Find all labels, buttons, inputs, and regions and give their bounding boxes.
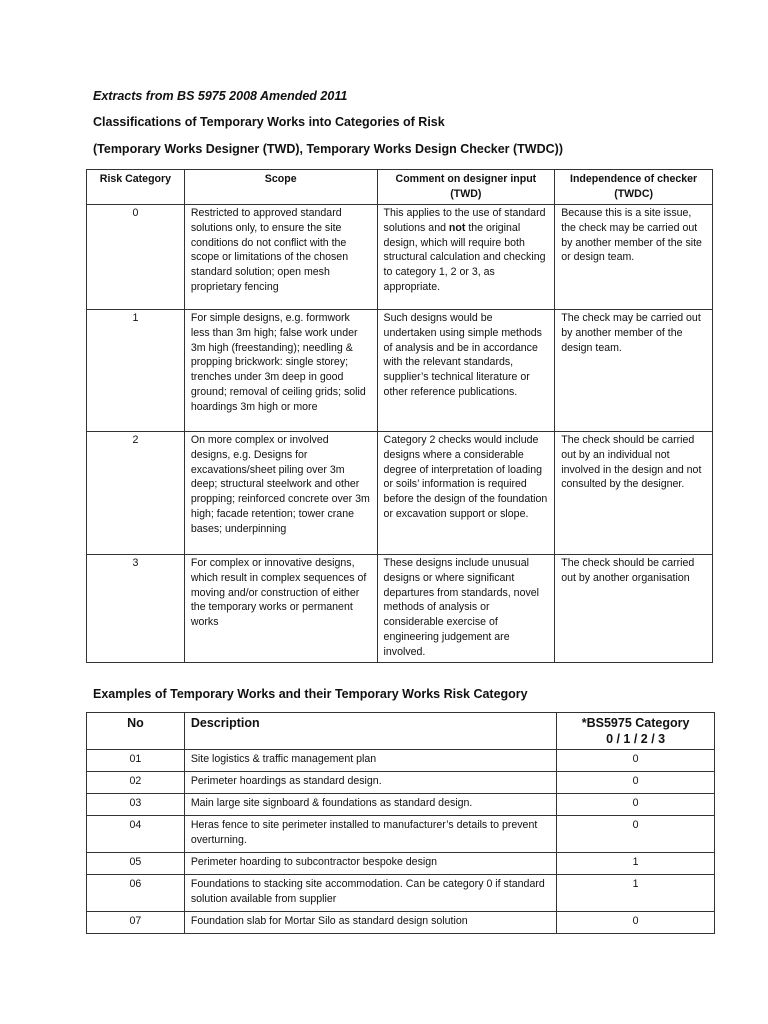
header-scope: Scope	[184, 170, 377, 205]
example-description: Perimeter hoarding to subcontractor bespoke design	[184, 853, 556, 875]
checker-cell: The check may be carried out by another member of the design team.	[555, 310, 713, 432]
table-row	[87, 310, 713, 432]
table-row	[87, 432, 713, 555]
checker-cell: The check should be carried out by another organisation	[555, 555, 713, 663]
risk-category-cell: 2	[87, 432, 185, 555]
example-category: 0	[557, 816, 715, 853]
comment-bold-text: not	[448, 221, 466, 234]
examples-header-row	[87, 713, 715, 750]
example-category: 0	[557, 750, 715, 772]
comment-cell: Category 2 checks would include designs where a considerable degree of interpretation of loading or soils’ information is required before the design of the foundation or excavation support or slope.	[377, 432, 555, 555]
examples-heading: Examples of Temporary Works and their Temporary Works Risk Category	[93, 687, 528, 701]
example-number: 07	[87, 912, 185, 934]
scope-cell: For complex or innovative designs, which result in complex sequences of moving and/or construction of either the temporary works or permanent works	[184, 555, 377, 663]
examples-table	[86, 712, 715, 934]
table-row	[87, 750, 715, 772]
checker-cell: Because this is a site issue, the check may be carried out by another member of the site or design team.	[555, 205, 713, 310]
header-category-title: *BS5975 Category	[581, 716, 690, 730]
table-row	[87, 816, 715, 853]
scope-cell: For simple designs, e.g. formwork less than 3m high; false work under 3m high (freestanding); needling & propping brickwork: single storey; trenches under 3m deep in good ground; removal of ceiling grids; solid hoardings 3m high or more	[184, 310, 377, 432]
example-category: 0	[557, 772, 715, 794]
example-description: Heras fence to site perimeter installed to manufacturer’s details to prevent overturning.	[184, 816, 556, 853]
checker-cell: The check should be carried out by an individual not involved in the design and not consulted by the designer.	[555, 432, 713, 555]
example-category: 1	[557, 875, 715, 912]
comment-cell	[377, 205, 555, 310]
example-description: Foundations to stacking site accommodation. Can be category 0 if standard solution available from supplier	[184, 875, 556, 912]
comment-text: the original design, which will require both structural calculation and checking to category 1, 2 or 3, as appropriate.	[383, 221, 546, 293]
example-number: 06	[87, 875, 185, 912]
header-no: No	[87, 713, 185, 750]
roles-heading: (Temporary Works Designer (TWD), Temporary Works Design Checker (TWDC))	[93, 142, 563, 156]
table-row	[87, 875, 715, 912]
risk-category-cell: 0	[87, 205, 185, 310]
comment-cell: These designs include unusual designs or where significant departures from standards, novel methods of analysis or considerable exercise of engineering judgement are involved.	[377, 555, 555, 663]
extract-title: Extracts from BS 5975 2008 Amended 2011	[93, 89, 348, 103]
risk-category-cell: 1	[87, 310, 185, 432]
example-description: Main large site signboard & foundations as standard design.	[184, 794, 556, 816]
example-description: Perimeter hoardings as standard design.	[184, 772, 556, 794]
risk-category-table	[86, 169, 713, 663]
header-description: Description	[184, 713, 556, 750]
example-number: 03	[87, 794, 185, 816]
example-number: 01	[87, 750, 185, 772]
classification-heading: Classifications of Temporary Works into Categories of Risk	[93, 115, 445, 129]
header-category-options: 0 / 1 / 2 / 3	[606, 732, 666, 746]
example-category: 0	[557, 794, 715, 816]
table-row	[87, 853, 715, 875]
comment-text: This applies to the use of standard solutions and	[383, 207, 546, 234]
table-row	[87, 205, 713, 310]
scope-cell: Restricted to approved standard solutions only, to ensure the site conditions do not conflict with the scope or limitations of the chosen standard solution; open mesh proprietary fencing	[184, 205, 377, 310]
example-description: Foundation slab for Mortar Silo as standard design solution	[184, 912, 556, 934]
example-number: 04	[87, 816, 185, 853]
table-row	[87, 555, 713, 663]
header-bs5975-category	[557, 713, 715, 750]
table-row	[87, 794, 715, 816]
header-checker-independence: Independence of checker (TWDC)	[555, 170, 713, 205]
table-row	[87, 912, 715, 934]
scope-cell: On more complex or involved designs, e.g. Designs for excavations/sheet piling over 3m deep; structural steelwork and other propping; reinforced concrete over 3m high; facade retention; tower crane bases; underpinning	[184, 432, 377, 555]
example-category: 0	[557, 912, 715, 934]
risk-category-cell: 3	[87, 555, 185, 663]
table-row	[87, 772, 715, 794]
example-category: 1	[557, 853, 715, 875]
header-designer-comment: Comment on designer input (TWD)	[377, 170, 555, 205]
example-description: Site logistics & traffic management plan	[184, 750, 556, 772]
comment-cell: Such designs would be undertaken using simple methods of analysis and be in accordance with the relevant standards, supplier’s technical literature or other reference publications.	[377, 310, 555, 432]
header-risk-category: Risk Category	[87, 170, 185, 205]
example-number: 02	[87, 772, 185, 794]
risk-table-header-row	[87, 170, 713, 205]
example-number: 05	[87, 853, 185, 875]
